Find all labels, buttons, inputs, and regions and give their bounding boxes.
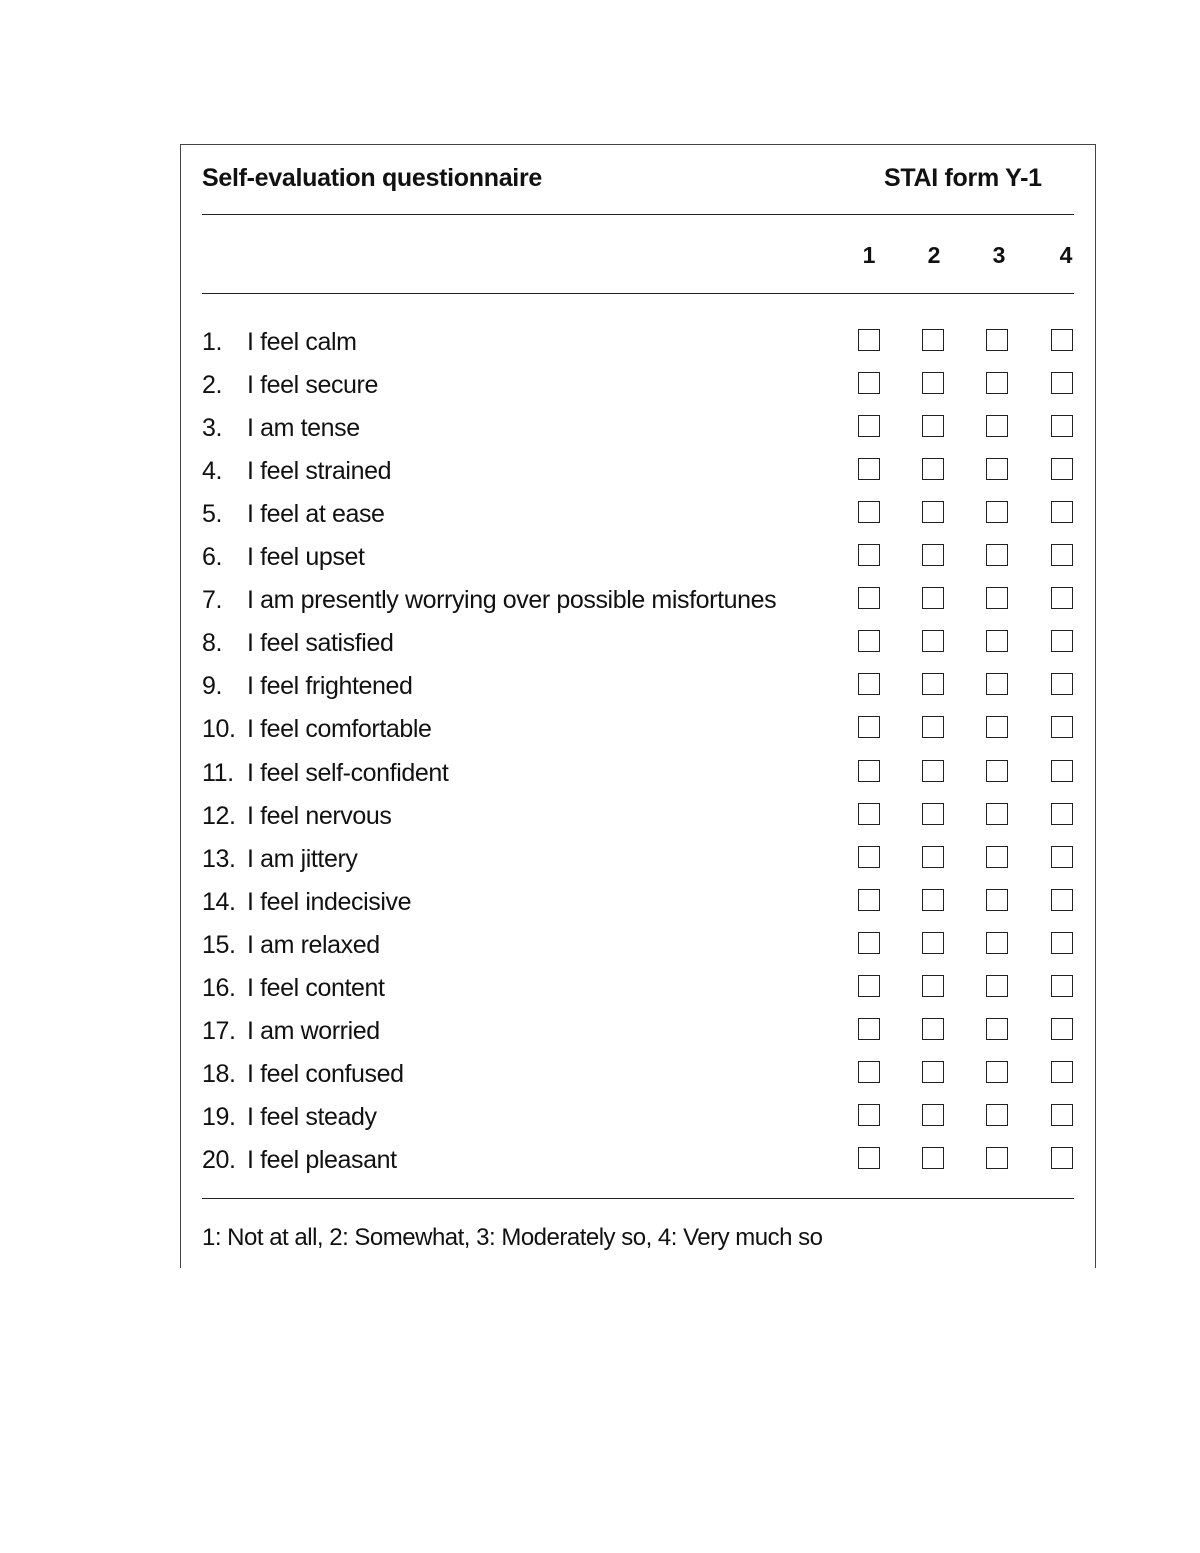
question-text: I feel secure <box>247 371 378 400</box>
checkbox-item-13-option-1[interactable] <box>858 846 880 868</box>
question-item-19 <box>202 1102 377 1132</box>
question-number: 10. <box>202 715 236 744</box>
question-item-14 <box>202 887 411 917</box>
checkbox-item-13-option-2[interactable] <box>922 846 944 868</box>
checkbox-item-3-option-4[interactable] <box>1051 415 1073 437</box>
question-number: 20. <box>202 1145 236 1174</box>
checkbox-item-12-option-1[interactable] <box>858 803 880 825</box>
checkbox-item-9-option-2[interactable] <box>922 673 944 695</box>
checkbox-item-9-option-4[interactable] <box>1051 673 1073 695</box>
checkbox-item-2-option-2[interactable] <box>922 372 944 394</box>
checkbox-item-8-option-3[interactable] <box>986 630 1008 652</box>
question-number: 13. <box>202 844 236 873</box>
checkbox-item-1-option-3[interactable] <box>986 329 1008 351</box>
question-number: 11. <box>202 758 234 787</box>
checkbox-item-6-option-4[interactable] <box>1051 544 1073 566</box>
question-text: I feel pleasant <box>247 1145 397 1174</box>
question-item-11 <box>202 758 448 788</box>
checkbox-item-7-option-1[interactable] <box>858 587 880 609</box>
scale-header-3: 3 <box>992 242 1006 268</box>
question-text: I feel content <box>247 973 385 1002</box>
checkbox-item-19-option-4[interactable] <box>1051 1104 1073 1126</box>
checkbox-item-14-option-3[interactable] <box>986 889 1008 911</box>
checkbox-item-4-option-1[interactable] <box>858 458 880 480</box>
question-text: I am worried <box>247 1016 380 1045</box>
checkbox-item-1-option-2[interactable] <box>922 329 944 351</box>
checkbox-item-5-option-2[interactable] <box>922 501 944 523</box>
question-item-7 <box>202 585 776 615</box>
questionnaire-frame <box>180 144 1096 1268</box>
checkbox-item-11-option-3[interactable] <box>986 760 1008 782</box>
header-divider <box>202 214 1074 215</box>
question-number: 7. <box>202 586 223 615</box>
checkbox-item-16-option-1[interactable] <box>858 975 880 997</box>
checkbox-item-12-option-3[interactable] <box>986 803 1008 825</box>
checkbox-item-3-option-2[interactable] <box>922 415 944 437</box>
checkbox-item-18-option-2[interactable] <box>922 1061 944 1083</box>
question-text: I feel self-confident <box>247 758 449 787</box>
question-text: I am tense <box>247 414 360 443</box>
question-text: I feel nervous <box>247 801 392 830</box>
checkbox-item-3-option-3[interactable] <box>986 415 1008 437</box>
checkbox-item-8-option-1[interactable] <box>858 630 880 652</box>
question-text: I feel upset <box>247 543 365 572</box>
question-text: I feel frightened <box>247 672 413 701</box>
checkbox-item-7-option-2[interactable] <box>922 587 944 609</box>
question-text: I feel satisfied <box>247 629 394 658</box>
question-text: I am presently worrying over possible misfortunes <box>247 586 777 615</box>
checkbox-item-13-option-3[interactable] <box>986 846 1008 868</box>
question-item-4 <box>202 456 391 486</box>
question-number: 4. <box>202 457 223 486</box>
checkbox-item-2-option-4[interactable] <box>1051 372 1073 394</box>
checkbox-item-17-option-1[interactable] <box>858 1018 880 1040</box>
checkbox-item-1-option-1[interactable] <box>858 329 880 351</box>
question-number: 18. <box>202 1059 236 1088</box>
checkbox-item-8-option-4[interactable] <box>1051 630 1073 652</box>
checkbox-item-10-option-3[interactable] <box>986 716 1008 738</box>
checkbox-item-6-option-1[interactable] <box>858 544 880 566</box>
question-number: 17. <box>202 1016 236 1045</box>
checkbox-item-16-option-2[interactable] <box>922 975 944 997</box>
checkbox-item-5-option-4[interactable] <box>1051 501 1073 523</box>
question-item-20 <box>202 1145 397 1175</box>
checkbox-item-20-option-3[interactable] <box>986 1147 1008 1169</box>
checkbox-item-18-option-3[interactable] <box>986 1061 1008 1083</box>
question-number: 3. <box>202 414 223 443</box>
question-text: I am jittery <box>247 844 358 873</box>
question-number: 6. <box>202 543 223 572</box>
question-text: I feel strained <box>247 457 392 486</box>
checkbox-item-20-option-4[interactable] <box>1051 1147 1073 1169</box>
question-number: 1. <box>202 328 223 356</box>
question-text: I feel comfortable <box>247 715 432 744</box>
footer-divider <box>202 1198 1074 1199</box>
question-number: 5. <box>202 500 223 529</box>
question-item-12 <box>202 801 392 831</box>
question-text: I feel indecisive <box>247 887 412 916</box>
checkbox-item-12-option-2[interactable] <box>922 803 944 825</box>
scale-header-1: 1 <box>862 242 876 268</box>
question-item-15 <box>202 930 380 960</box>
question-text: I feel at ease <box>247 500 385 529</box>
checkbox-item-16-option-3[interactable] <box>986 975 1008 997</box>
question-text: I feel calm <box>247 328 357 356</box>
question-item-1 <box>202 327 357 357</box>
scale-header-4: 4 <box>1059 242 1073 268</box>
checkbox-item-10-option-2[interactable] <box>922 716 944 738</box>
checkbox-item-16-option-4[interactable] <box>1051 975 1073 997</box>
checkbox-item-9-option-1[interactable] <box>858 673 880 695</box>
question-text: I feel steady <box>247 1102 377 1131</box>
checkbox-item-4-option-2[interactable] <box>922 458 944 480</box>
checkbox-item-11-option-1[interactable] <box>858 760 880 782</box>
checkbox-item-18-option-4[interactable] <box>1051 1061 1073 1083</box>
question-item-5 <box>202 499 385 529</box>
checkbox-item-11-option-2[interactable] <box>922 760 944 782</box>
checkbox-item-15-option-2[interactable] <box>922 932 944 954</box>
checkbox-item-14-option-4[interactable] <box>1051 889 1073 911</box>
form-code: STAI form Y-1 <box>884 164 1042 192</box>
checkbox-item-11-option-4[interactable] <box>1051 760 1073 782</box>
question-item-16 <box>202 973 385 1003</box>
checkbox-item-10-option-1[interactable] <box>858 716 880 738</box>
question-number: 14. <box>202 887 236 916</box>
checkbox-item-17-option-4[interactable] <box>1051 1018 1073 1040</box>
scale-header-2: 2 <box>927 242 941 268</box>
question-text: I am relaxed <box>247 930 380 959</box>
checkbox-item-5-option-1[interactable] <box>858 501 880 523</box>
question-item-2 <box>202 370 378 400</box>
checkbox-item-6-option-2[interactable] <box>922 544 944 566</box>
checkbox-item-15-option-4[interactable] <box>1051 932 1073 954</box>
checkbox-item-4-option-4[interactable] <box>1051 458 1073 480</box>
scale-legend: 1: Not at all, 2: Somewhat, 3: Moderately so, 4: Very much so <box>202 1224 823 1251</box>
checkbox-item-7-option-3[interactable] <box>986 587 1008 609</box>
question-item-8 <box>202 628 393 658</box>
checkbox-item-20-option-1[interactable] <box>858 1147 880 1169</box>
checkbox-item-19-option-3[interactable] <box>986 1104 1008 1126</box>
question-item-17 <box>202 1016 380 1046</box>
checkbox-item-5-option-3[interactable] <box>986 501 1008 523</box>
checkbox-item-15-option-1[interactable] <box>858 932 880 954</box>
question-number: 12. <box>202 801 236 830</box>
checkbox-item-17-option-3[interactable] <box>986 1018 1008 1040</box>
checkbox-item-4-option-3[interactable] <box>986 458 1008 480</box>
form-title: Self-evaluation questionnaire <box>202 164 542 192</box>
question-item-3 <box>202 413 360 443</box>
question-number: 15. <box>202 930 236 959</box>
checkbox-item-14-option-1[interactable] <box>858 889 880 911</box>
question-text: I feel confused <box>247 1059 404 1088</box>
checkbox-item-2-option-1[interactable] <box>858 372 880 394</box>
question-item-18 <box>202 1059 404 1089</box>
checkbox-item-20-option-2[interactable] <box>922 1147 944 1169</box>
checkbox-item-14-option-2[interactable] <box>922 889 944 911</box>
question-item-9 <box>202 671 413 701</box>
checkbox-item-13-option-4[interactable] <box>1051 846 1073 868</box>
checkbox-item-10-option-4[interactable] <box>1051 716 1073 738</box>
checkbox-item-2-option-3[interactable] <box>986 372 1008 394</box>
question-number: 9. <box>202 672 223 701</box>
question-number: 16. <box>202 973 236 1002</box>
scale-divider <box>202 293 1074 294</box>
checkbox-item-18-option-1[interactable] <box>858 1061 880 1083</box>
question-number: 2. <box>202 371 223 400</box>
checkbox-item-17-option-2[interactable] <box>922 1018 944 1040</box>
checkbox-item-19-option-2[interactable] <box>922 1104 944 1126</box>
question-item-13 <box>202 844 358 874</box>
checkbox-item-19-option-1[interactable] <box>858 1104 880 1126</box>
checkbox-item-7-option-4[interactable] <box>1051 587 1073 609</box>
checkbox-item-6-option-3[interactable] <box>986 544 1008 566</box>
checkbox-item-12-option-4[interactable] <box>1051 803 1073 825</box>
question-item-10 <box>202 714 432 744</box>
checkbox-item-3-option-1[interactable] <box>858 415 880 437</box>
question-number: 19. <box>202 1102 236 1131</box>
question-item-6 <box>202 542 365 572</box>
checkbox-item-1-option-4[interactable] <box>1051 329 1073 351</box>
checkbox-item-8-option-2[interactable] <box>922 630 944 652</box>
checkbox-item-15-option-3[interactable] <box>986 932 1008 954</box>
checkbox-item-9-option-3[interactable] <box>986 673 1008 695</box>
question-number: 8. <box>202 629 223 658</box>
